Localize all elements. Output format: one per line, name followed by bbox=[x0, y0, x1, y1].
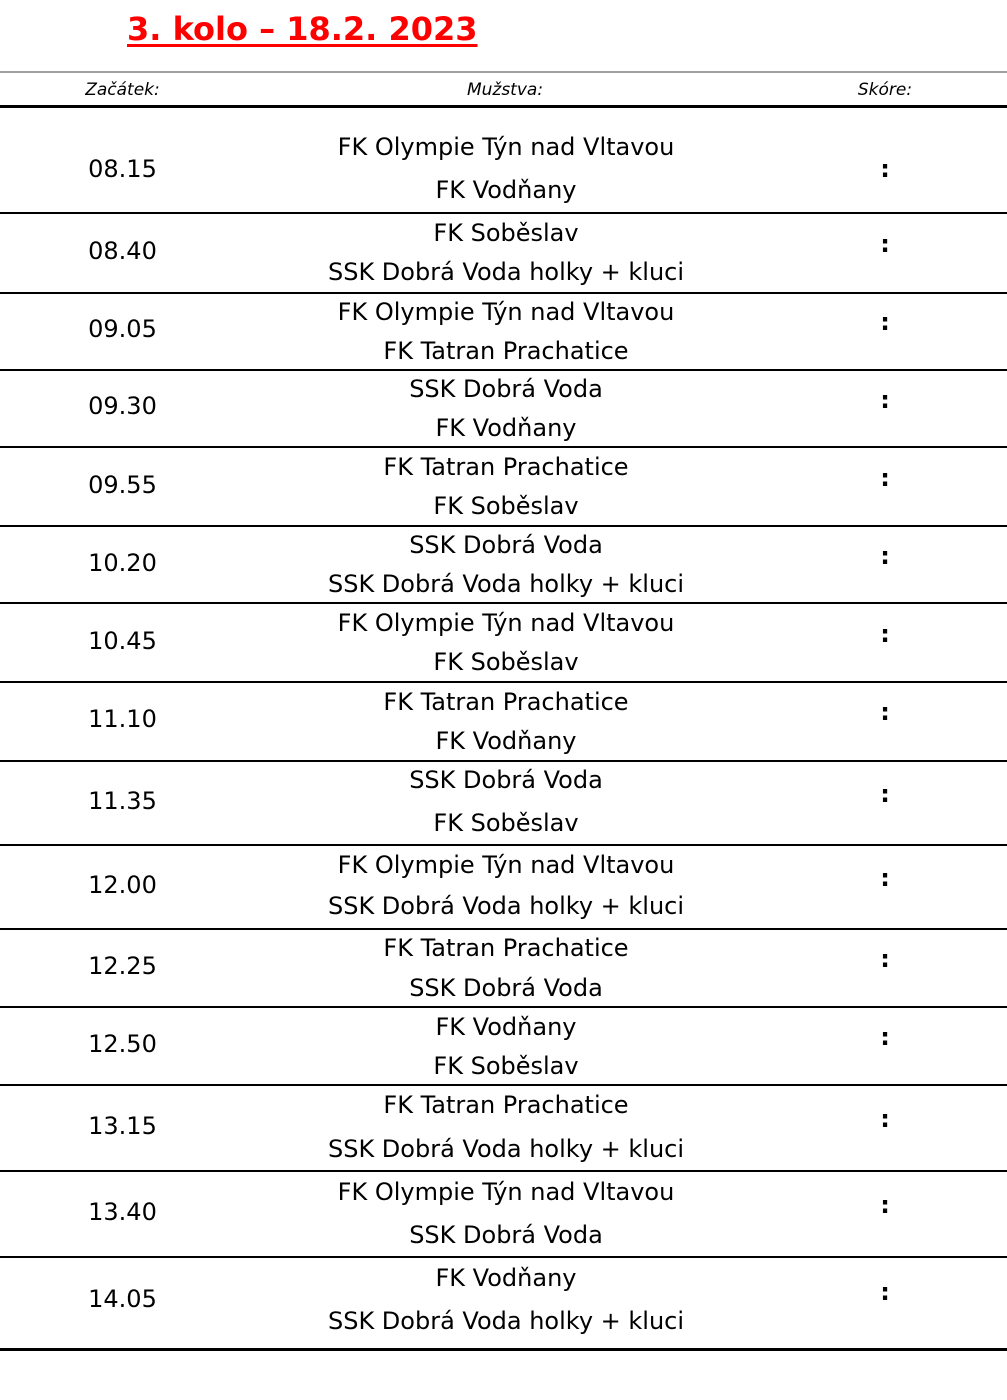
match-score: : bbox=[880, 945, 890, 973]
match-time: 13.15 bbox=[88, 1112, 157, 1140]
match-time: 08.15 bbox=[88, 155, 157, 183]
match-score: : bbox=[880, 386, 890, 414]
header-start: Začátek: bbox=[85, 80, 160, 100]
match-away-team: SSK Dobrá Voda bbox=[409, 1221, 603, 1249]
match-away-team: FK Vodňany bbox=[435, 176, 577, 204]
row-divider bbox=[0, 292, 1007, 294]
match-score: : bbox=[880, 698, 890, 726]
match-score: : bbox=[880, 620, 890, 648]
match-home-team: FK Olympie Týn nad Vltavou bbox=[337, 1178, 675, 1206]
match-home-team: FK Vodňany bbox=[435, 1013, 577, 1041]
row-divider bbox=[0, 602, 1007, 604]
match-time: 14.05 bbox=[88, 1285, 157, 1313]
match-away-team: FK Soběslav bbox=[433, 648, 579, 676]
match-away-team: FK Vodňany bbox=[435, 414, 577, 442]
row-divider bbox=[0, 369, 1007, 371]
match-score: : bbox=[880, 780, 890, 808]
match-time: 13.40 bbox=[88, 1198, 157, 1226]
match-away-team: SSK Dobrá Voda holky + kluci bbox=[327, 1307, 685, 1335]
match-home-team: FK Olympie Týn nad Vltavou bbox=[337, 133, 675, 161]
row-divider bbox=[0, 1006, 1007, 1008]
match-time: 11.10 bbox=[88, 705, 157, 733]
match-away-team: FK Soběslav bbox=[433, 1052, 579, 1080]
page-title: 3. kolo – 18.2. 2023 bbox=[127, 10, 478, 48]
match-score: : bbox=[880, 155, 890, 183]
row-divider bbox=[0, 1348, 1007, 1351]
match-time: 08.40 bbox=[88, 237, 157, 265]
match-away-team: SSK Dobrá Voda bbox=[409, 974, 603, 1002]
match-home-team: FK Tatran Prachatice bbox=[383, 934, 629, 962]
match-score: : bbox=[880, 308, 890, 336]
row-divider bbox=[0, 844, 1007, 846]
match-score: : bbox=[880, 864, 890, 892]
row-divider bbox=[0, 525, 1007, 527]
match-time: 12.25 bbox=[88, 952, 157, 980]
row-divider bbox=[0, 1170, 1007, 1172]
match-time: 11.35 bbox=[88, 787, 157, 815]
match-time: 12.50 bbox=[88, 1030, 157, 1058]
match-time: 09.05 bbox=[88, 315, 157, 343]
match-score: : bbox=[880, 230, 890, 258]
match-home-team: FK Tatran Prachatice bbox=[383, 1091, 629, 1119]
match-score: : bbox=[880, 1191, 890, 1219]
match-home-team: FK Olympie Týn nad Vltavou bbox=[337, 851, 675, 879]
match-home-team: SSK Dobrá Voda bbox=[409, 375, 603, 403]
match-away-team: FK Soběslav bbox=[433, 809, 579, 837]
match-home-team: FK Soběslav bbox=[433, 219, 579, 247]
row-divider bbox=[0, 446, 1007, 448]
row-divider bbox=[0, 1084, 1007, 1086]
match-away-team: FK Tatran Prachatice bbox=[383, 337, 629, 365]
match-away-team: SSK Dobrá Voda holky + kluci bbox=[327, 892, 685, 920]
match-home-team: FK Tatran Prachatice bbox=[383, 688, 629, 716]
match-score: : bbox=[880, 464, 890, 492]
row-divider bbox=[0, 1256, 1007, 1258]
match-time: 12.00 bbox=[88, 871, 157, 899]
match-home-team: FK Olympie Týn nad Vltavou bbox=[337, 609, 675, 637]
match-time: 09.30 bbox=[88, 392, 157, 420]
match-home-team: SSK Dobrá Voda bbox=[409, 531, 603, 559]
match-away-team: SSK Dobrá Voda holky + kluci bbox=[327, 570, 685, 598]
match-away-team: SSK Dobrá Voda holky + kluci bbox=[327, 258, 685, 286]
match-home-team: FK Vodňany bbox=[435, 1264, 577, 1292]
match-time: 09.55 bbox=[88, 471, 157, 499]
header-teams: Mužstva: bbox=[466, 80, 544, 100]
row-divider bbox=[0, 928, 1007, 930]
match-home-team: FK Olympie Týn nad Vltavou bbox=[337, 298, 675, 326]
match-away-team: FK Vodňany bbox=[435, 727, 577, 755]
row-divider bbox=[0, 760, 1007, 762]
match-score: : bbox=[880, 1105, 890, 1133]
row-divider bbox=[0, 681, 1007, 683]
header-score: Skóre: bbox=[857, 80, 913, 100]
match-home-team: FK Tatran Prachatice bbox=[383, 453, 629, 481]
match-score: : bbox=[880, 1023, 890, 1051]
match-score: : bbox=[880, 1278, 890, 1306]
match-time: 10.45 bbox=[88, 627, 157, 655]
match-time: 10.20 bbox=[88, 549, 157, 577]
match-home-team: SSK Dobrá Voda bbox=[409, 766, 603, 794]
row-divider bbox=[0, 212, 1007, 214]
match-away-team: FK Soběslav bbox=[433, 492, 579, 520]
match-score: : bbox=[880, 542, 890, 570]
match-away-team: SSK Dobrá Voda holky + kluci bbox=[327, 1135, 685, 1163]
